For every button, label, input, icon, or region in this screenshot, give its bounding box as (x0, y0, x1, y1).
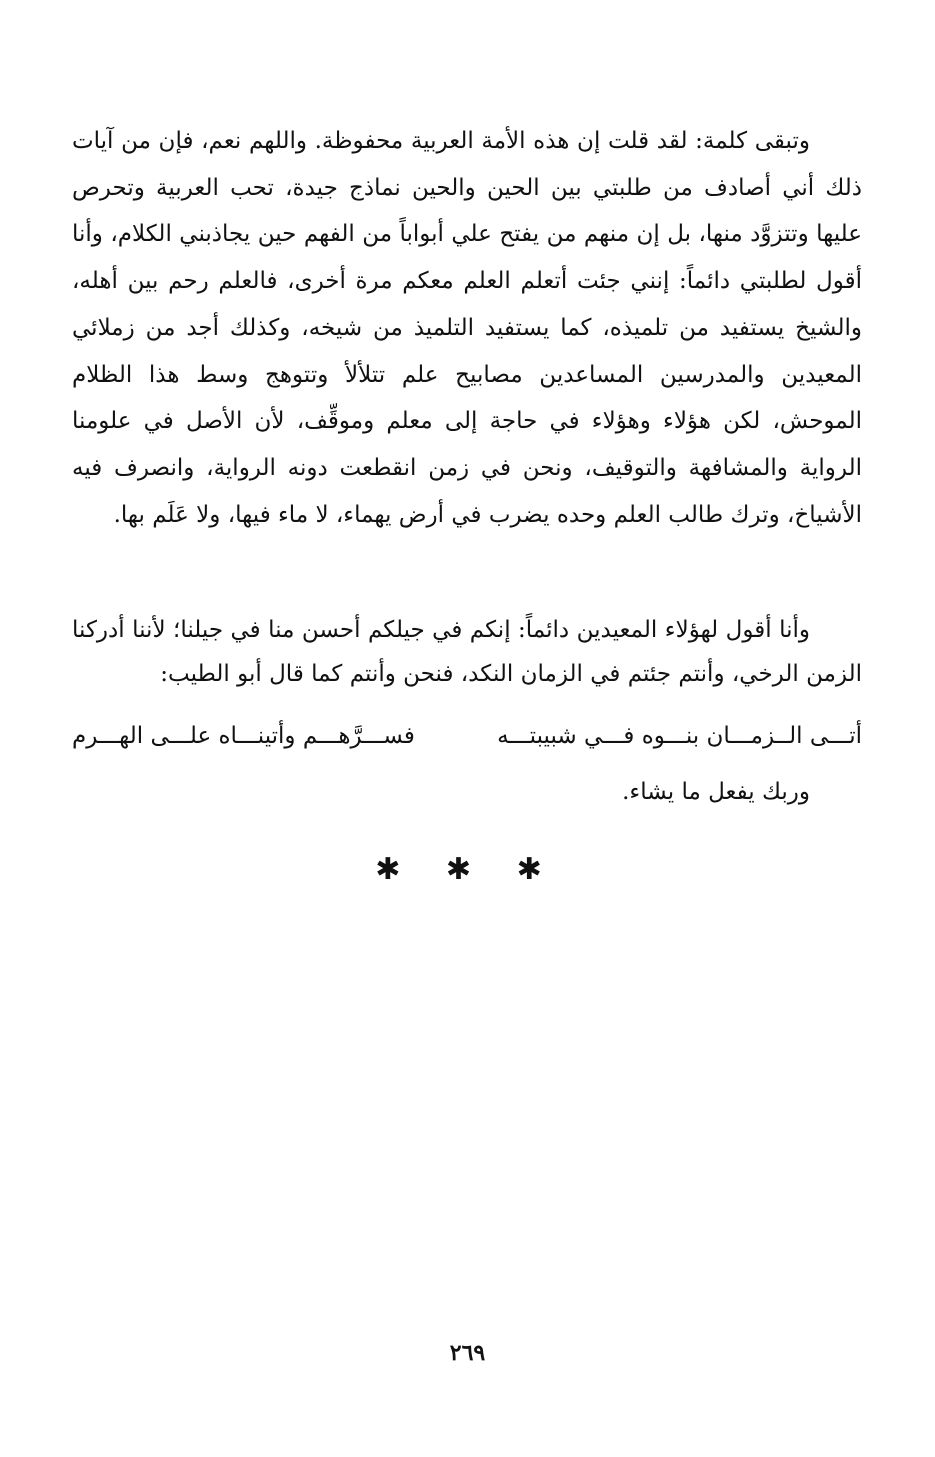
section-separator: ✱ ✱ ✱ (375, 852, 560, 887)
verse-second-hemistich: فســـرَّهـــم وأتينـــاه علـــى الهـــرم (72, 723, 415, 749)
paragraph-2: وأنا أقول لهؤلاء المعيدين دائماً: إنكم في جيلكم أحسن منا في جيلنا؛ لأننا أدركنا الزمن الرخي، وأنتم جئتم في الزمان النكد، فنحن وأنتم كما قال أبو الطيب: (72, 617, 862, 687)
page-number: ٢٦٩ (449, 1340, 486, 1366)
paragraph-1: وتبقى كلمة: لقد قلت إن هذه الأمة العربية محفوظة. واللهم نعم، فإن من آيات ذلك أني أصادف من طلبتي بين الحين والحين نماذج جيدة، تحب العربية وتحرص عليها وتتزوَّد منها، بل إن منهم من يفتح علي أبواباً من الفهم حين يجاذبني الكلام، وأنا أقول لطلبتي دائماً: إنني جئت أتعلم العلم معكم مرة أخرى، فالعلم رحم بين أهله، والشيخ يستفيد من تلميذه، كما يستفيد التلميذ من شيخه، وكذلك أجد من زملائي المعيدين والمدرسين المساعدين مصابيح علم تتلألأ وتتوهج وسط هذا الظلام الموحش، لكن هؤلاء وهؤلاء في حاجة إلى معلم وموقِّف، لأن الأصل في علومنا الرواية والمشافهة والتوقيف، ونحن في زمن انقطعت دونه الرواية، وانصرف فيه الأشياخ، وترك طالب العلم وحده يضرب في أرض يهماء، لا ماء فيها، ولا عَلَم بها. (72, 128, 862, 528)
verse-first-hemistich: أتـــى الــزمـــان بنـــوه فـــي شبيبتـــه (497, 723, 862, 749)
closing-line: وربك يفعل ما يشاء. (622, 779, 810, 805)
